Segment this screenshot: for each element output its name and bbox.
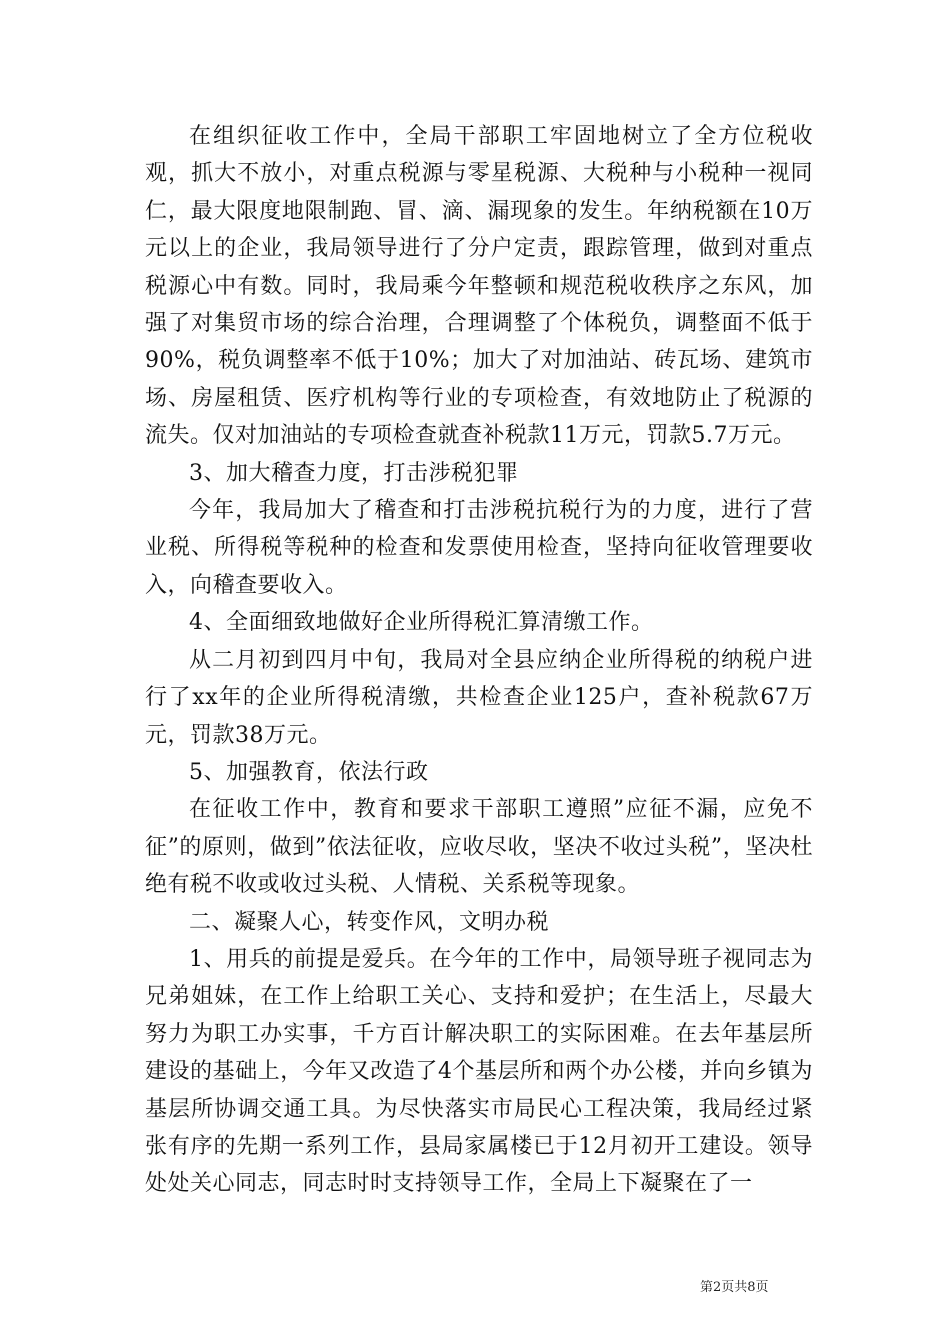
paragraph-income-tax: 从二月初到四月中旬，我局对全县应纳企业所得税的纳税户进行了xx年的企业所得税清缴，共检查企业125户，查补税款67万元，罚款38万元。 [145, 647, 813, 748]
paragraph-care-for-staff: 1、用兵的前提是爱兵。在今年的工作中，局领导班子视同志为兄弟姐妹，在工作上给职工关心、支持和爱护；在生活上，尽最大努力为职工办实事，千方百计解决职工的实际困难。在去年基层所建设的基础上，今年又改造了4个基层所和两个办公楼，并向乡镇为基层所协调交通工具。为尽快落实市局民心工程决策，我局经过紧张有序的先期一系列工作，县局家属楼已于12月初开工建设。领导处处关心同志，同志时时支持领导工作，全局上下凝聚在了一 [145, 946, 813, 1197]
section-heading-4: 4、全面细致地做好企业所得税汇算清缴工作。 [189, 610, 654, 636]
document-body [145, 118, 813, 1203]
section-heading-part-2: 二、凝聚人心，转变作风，文明办税 [189, 909, 550, 935]
paragraph-tax-collection: 在组织征收工作中，全局干部职工牢固地树立了全方位税收观，抓大不放小，对重点税源与零星税源、大税种与小税种一视同仁，最大限度地限制跑、冒、滴、漏现象的发生。年纳税额在10万元以上的企业，我局领导进行了分户定责，跟踪管理，做到对重点税源心中有数。同时，我局乘今年整顿和规范税收秩序之东风，加强了对集贸市场的综合治理，合理调整了个体税负，调整面不低于90%，税负调整率不低于10%；加大了对加油站、砖瓦场、建筑市场、房屋租赁、医疗机构等行业的专项检查，有效地防止了税源的流失。仅对加油站的专项检查就查补税款11万元，罚款5.7万元。 [145, 124, 813, 449]
paragraph-education: 在征收工作中，教育和要求干部职工遵照”应征不漏，应免不征”的原则，做到”依法征收，应收尽收，坚决不收过头税”，坚决杜绝有税不收或收过头税、人情税、关系税等现象。 [145, 797, 813, 898]
section-heading-5: 5、加强教育，依法行政 [189, 759, 429, 785]
paragraph-audit: 今年，我局加大了稽查和打击涉税抗税行为的力度，进行了营业税、所得税等税种的检查和发票使用检查，坚持向征收管理要收入，向稽查要收入。 [145, 498, 813, 598]
page-number: 第2页共8页 [700, 1280, 769, 1295]
section-heading-3: 3、加大稽查力度，打击涉税犯罪 [189, 460, 519, 486]
